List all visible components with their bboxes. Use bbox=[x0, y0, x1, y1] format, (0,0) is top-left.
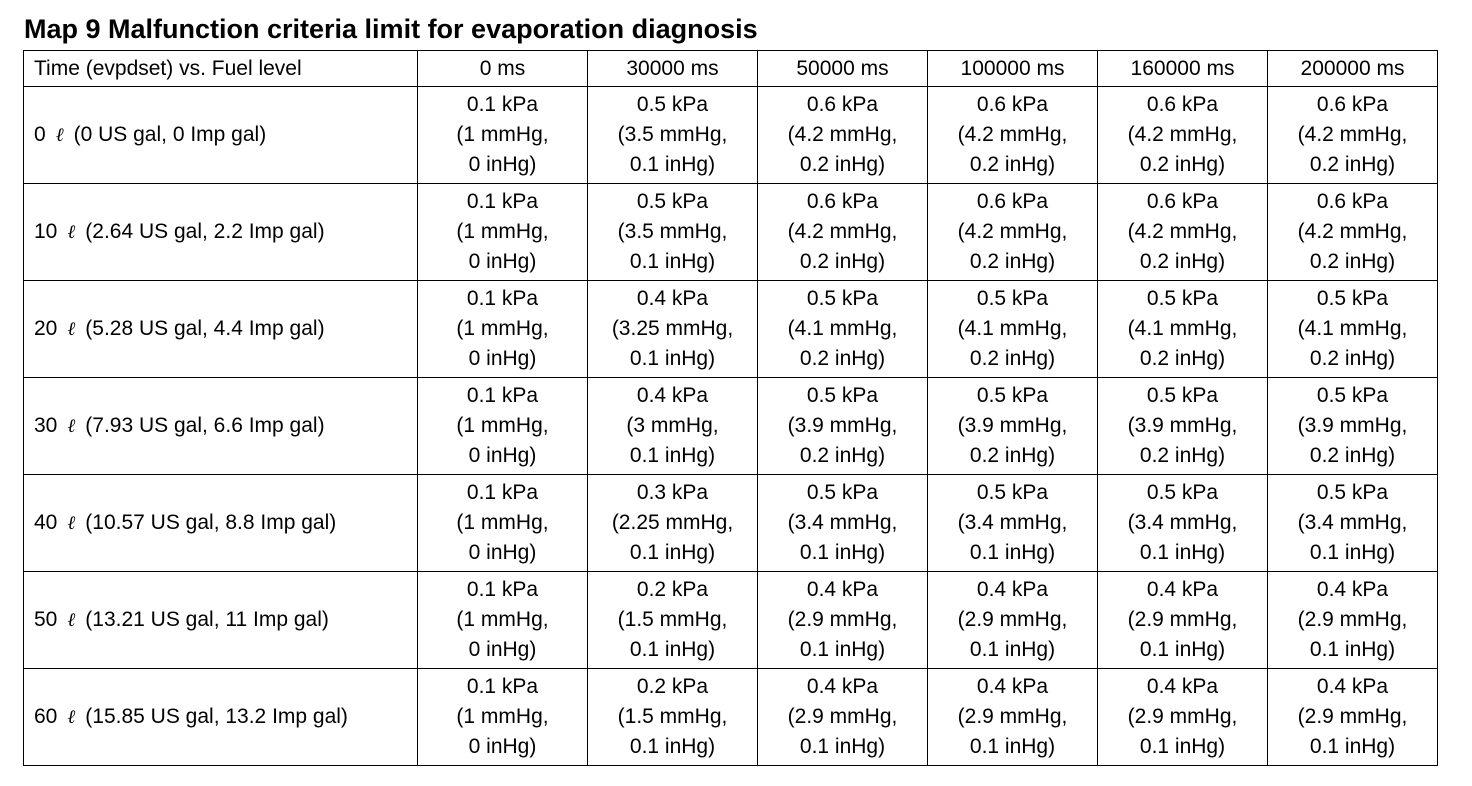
pressure-mmhg: (4.2 mmHg, bbox=[1297, 220, 1408, 243]
pressure-kpa: 0.2 kPa bbox=[636, 675, 709, 698]
pressure-inhg: 0.2 inHg) bbox=[1139, 347, 1226, 370]
pressure-inhg: 0.1 inHg) bbox=[1139, 541, 1226, 564]
pressure-inhg: 0.1 inHg) bbox=[799, 541, 886, 564]
pressure-limit-cell bbox=[588, 475, 758, 572]
pressure-mmhg: (3.9 mmHg, bbox=[957, 414, 1068, 437]
pressure-inhg: 0.2 inHg) bbox=[969, 250, 1056, 273]
pressure-limit-cell bbox=[1268, 475, 1438, 572]
pressure-limit-cell bbox=[758, 87, 928, 184]
liter-unit-symbol: ℓ bbox=[67, 512, 76, 534]
pressure-inhg: 0 inHg) bbox=[468, 347, 537, 370]
table-row bbox=[24, 184, 1438, 281]
pressure-kpa: 0.1 kPa bbox=[466, 675, 539, 698]
pressure-kpa: 0.4 kPa bbox=[1146, 675, 1219, 698]
pressure-inhg: 0.1 inHg) bbox=[629, 541, 716, 564]
table-row bbox=[24, 475, 1438, 572]
pressure-mmhg: (3.4 mmHg, bbox=[1127, 511, 1238, 534]
pressure-inhg: 0.1 inHg) bbox=[629, 153, 716, 176]
pressure-kpa: 0.6 kPa bbox=[1146, 93, 1219, 116]
pressure-limit-cell bbox=[928, 475, 1098, 572]
pressure-inhg: 0.1 inHg) bbox=[969, 541, 1056, 564]
pressure-limit-cell bbox=[928, 669, 1098, 766]
pressure-kpa: 0.6 kPa bbox=[976, 190, 1049, 213]
table-body bbox=[24, 51, 1438, 766]
pressure-kpa: 0.4 kPa bbox=[976, 675, 1049, 698]
fuel-level-cell bbox=[24, 378, 418, 475]
pressure-inhg: 0.1 inHg) bbox=[1309, 638, 1396, 661]
pressure-kpa: 0.4 kPa bbox=[636, 287, 709, 310]
pressure-mmhg: (4.1 mmHg, bbox=[957, 317, 1068, 340]
pressure-limit-cell bbox=[588, 281, 758, 378]
pressure-kpa: 0.5 kPa bbox=[1316, 287, 1389, 310]
table-row bbox=[24, 87, 1438, 184]
pressure-kpa: 0.5 kPa bbox=[1146, 384, 1219, 407]
pressure-inhg: 0.2 inHg) bbox=[799, 250, 886, 273]
liter-unit-symbol: ℓ bbox=[67, 415, 76, 437]
pressure-kpa: 0.2 kPa bbox=[636, 578, 709, 601]
pressure-mmhg: (3 mmHg, bbox=[626, 414, 719, 437]
pressure-limit-cell bbox=[1098, 475, 1268, 572]
pressure-limit-cell bbox=[1098, 87, 1268, 184]
pressure-kpa: 0.6 kPa bbox=[1146, 190, 1219, 213]
pressure-inhg: 0.1 inHg) bbox=[1139, 735, 1226, 758]
fuel-level-cell bbox=[24, 669, 418, 766]
pressure-limit-cell bbox=[418, 281, 588, 378]
pressure-kpa: 0.6 kPa bbox=[1316, 93, 1389, 116]
pressure-limit-cell bbox=[1098, 669, 1268, 766]
pressure-limit-cell bbox=[418, 572, 588, 669]
pressure-inhg: 0.1 inHg) bbox=[1139, 638, 1226, 661]
pressure-inhg: 0.2 inHg) bbox=[1309, 250, 1396, 273]
pressure-inhg: 0.1 inHg) bbox=[629, 347, 716, 370]
pressure-mmhg: (2.9 mmHg, bbox=[1127, 608, 1238, 631]
pressure-kpa: 0.1 kPa bbox=[466, 287, 539, 310]
pressure-inhg: 0.2 inHg) bbox=[969, 153, 1056, 176]
pressure-mmhg: (1.5 mmHg, bbox=[617, 608, 728, 631]
fuel-level-value: 10 bbox=[34, 220, 58, 243]
pressure-limit-cell bbox=[928, 281, 1098, 378]
pressure-limit-cell bbox=[758, 475, 928, 572]
fuel-level-cell bbox=[24, 572, 418, 669]
liter-unit-symbol: ℓ bbox=[67, 221, 76, 243]
pressure-inhg: 0.2 inHg) bbox=[1139, 153, 1226, 176]
fuel-level-detail: (10.57 US gal, 8.8 Imp gal) bbox=[85, 511, 337, 534]
pressure-kpa: 0.6 kPa bbox=[806, 93, 879, 116]
pressure-mmhg: (1.5 mmHg, bbox=[617, 705, 728, 728]
pressure-kpa: 0.4 kPa bbox=[1316, 578, 1389, 601]
pressure-limit-cell bbox=[1268, 669, 1438, 766]
pressure-mmhg: (2.9 mmHg, bbox=[787, 705, 898, 728]
pressure-mmhg: (3.9 mmHg, bbox=[1127, 414, 1238, 437]
pressure-limit-cell bbox=[928, 87, 1098, 184]
pressure-limit-cell bbox=[758, 184, 928, 281]
pressure-mmhg: (4.2 mmHg, bbox=[1127, 220, 1238, 243]
pressure-kpa: 0.1 kPa bbox=[466, 384, 539, 407]
pressure-mmhg: (4.1 mmHg, bbox=[787, 317, 898, 340]
pressure-limit-cell bbox=[1098, 572, 1268, 669]
pressure-mmhg: (3.4 mmHg, bbox=[957, 511, 1068, 534]
pressure-inhg: 0.1 inHg) bbox=[1309, 541, 1396, 564]
pressure-mmhg: (2.9 mmHg, bbox=[957, 705, 1068, 728]
fuel-level-cell bbox=[24, 184, 418, 281]
fuel-level-value: 60 bbox=[34, 705, 58, 728]
fuel-level-value: 30 bbox=[34, 414, 58, 437]
fuel-level-value: 50 bbox=[34, 608, 58, 631]
pressure-kpa: 0.5 kPa bbox=[976, 287, 1049, 310]
pressure-inhg: 0.2 inHg) bbox=[799, 153, 886, 176]
column-header-cell: 100000 ms bbox=[928, 51, 1098, 87]
pressure-inhg: 0 inHg) bbox=[468, 153, 537, 176]
table-row bbox=[24, 281, 1438, 378]
pressure-limit-cell bbox=[588, 572, 758, 669]
pressure-mmhg: (3.4 mmHg, bbox=[1297, 511, 1408, 534]
fuel-level-detail: (13.21 US gal, 11 Imp gal) bbox=[85, 608, 329, 631]
pressure-mmhg: (1 mmHg, bbox=[456, 123, 549, 146]
fuel-level-detail: (0 US gal, 0 Imp gal) bbox=[73, 123, 267, 146]
pressure-inhg: 0.2 inHg) bbox=[1309, 153, 1396, 176]
pressure-kpa: 0.5 kPa bbox=[1316, 384, 1389, 407]
pressure-limit-cell bbox=[588, 184, 758, 281]
pressure-inhg: 0 inHg) bbox=[468, 735, 537, 758]
pressure-limit-cell bbox=[758, 378, 928, 475]
fuel-level-cell bbox=[24, 475, 418, 572]
pressure-mmhg: (3.5 mmHg, bbox=[617, 123, 728, 146]
table-row bbox=[24, 669, 1438, 766]
pressure-inhg: 0.1 inHg) bbox=[1309, 735, 1396, 758]
fuel-level-value: 40 bbox=[34, 511, 58, 534]
pressure-inhg: 0.2 inHg) bbox=[969, 347, 1056, 370]
pressure-inhg: 0.2 inHg) bbox=[799, 347, 886, 370]
pressure-mmhg: (4.2 mmHg, bbox=[1297, 123, 1408, 146]
pressure-limit-cell bbox=[418, 184, 588, 281]
pressure-kpa: 0.5 kPa bbox=[976, 481, 1049, 504]
pressure-kpa: 0.6 kPa bbox=[976, 93, 1049, 116]
table-row bbox=[24, 378, 1438, 475]
liter-unit-symbol: ℓ bbox=[67, 318, 76, 340]
pressure-inhg: 0.2 inHg) bbox=[1139, 444, 1226, 467]
pressure-kpa: 0.3 kPa bbox=[636, 481, 709, 504]
pressure-limit-cell bbox=[928, 184, 1098, 281]
fuel-level-detail: (7.93 US gal, 6.6 Imp gal) bbox=[85, 414, 325, 437]
pressure-mmhg: (4.1 mmHg, bbox=[1127, 317, 1238, 340]
pressure-mmhg: (4.2 mmHg, bbox=[787, 220, 898, 243]
pressure-mmhg: (1 mmHg, bbox=[456, 511, 549, 534]
page-title: Map 9 Malfunction criteria limit for evaporation diagnosis bbox=[24, 14, 758, 44]
pressure-limit-cell bbox=[1268, 281, 1438, 378]
pressure-mmhg: (2.9 mmHg, bbox=[1297, 705, 1408, 728]
header-row bbox=[24, 51, 1438, 87]
column-header-cell: 200000 ms bbox=[1268, 51, 1438, 87]
pressure-mmhg: (4.2 mmHg, bbox=[787, 123, 898, 146]
column-header-cell: 50000 ms bbox=[758, 51, 928, 87]
pressure-inhg: 0.1 inHg) bbox=[629, 250, 716, 273]
pressure-mmhg: (3.4 mmHg, bbox=[787, 511, 898, 534]
pressure-inhg: 0.2 inHg) bbox=[1309, 347, 1396, 370]
pressure-kpa: 0.5 kPa bbox=[806, 384, 879, 407]
fuel-level-detail: (2.64 US gal, 2.2 Imp gal) bbox=[85, 220, 325, 243]
pressure-inhg: 0.2 inHg) bbox=[799, 444, 886, 467]
pressure-inhg: 0.1 inHg) bbox=[629, 735, 716, 758]
pressure-limit-cell bbox=[418, 669, 588, 766]
pressure-inhg: 0.2 inHg) bbox=[1309, 444, 1396, 467]
pressure-mmhg: (3.25 mmHg, bbox=[611, 317, 734, 340]
pressure-kpa: 0.4 kPa bbox=[976, 578, 1049, 601]
pressure-inhg: 0.1 inHg) bbox=[799, 735, 886, 758]
pressure-inhg: 0.2 inHg) bbox=[969, 444, 1056, 467]
pressure-mmhg: (4.2 mmHg, bbox=[957, 123, 1068, 146]
pressure-mmhg: (2.9 mmHg, bbox=[957, 608, 1068, 631]
pressure-kpa: 0.6 kPa bbox=[806, 190, 879, 213]
pressure-inhg: 0.2 inHg) bbox=[1139, 250, 1226, 273]
fuel-level-cell bbox=[24, 281, 418, 378]
pressure-kpa: 0.5 kPa bbox=[806, 287, 879, 310]
pressure-mmhg: (1 mmHg, bbox=[456, 414, 549, 437]
pressure-inhg: 0.1 inHg) bbox=[969, 735, 1056, 758]
pressure-mmhg: (1 mmHg, bbox=[456, 317, 549, 340]
column-header-cell: 160000 ms bbox=[1098, 51, 1268, 87]
pressure-limit-cell bbox=[418, 378, 588, 475]
fuel-level-cell bbox=[24, 87, 418, 184]
pressure-limit-cell bbox=[758, 281, 928, 378]
table-row bbox=[24, 572, 1438, 669]
pressure-kpa: 0.5 kPa bbox=[976, 384, 1049, 407]
pressure-kpa: 0.1 kPa bbox=[466, 93, 539, 116]
pressure-limit-cell bbox=[1268, 184, 1438, 281]
liter-unit-symbol: ℓ bbox=[55, 124, 64, 146]
pressure-inhg: 0 inHg) bbox=[468, 250, 537, 273]
pressure-mmhg: (2.9 mmHg, bbox=[787, 608, 898, 631]
pressure-inhg: 0.1 inHg) bbox=[629, 638, 716, 661]
pressure-limit-cell bbox=[1098, 281, 1268, 378]
pressure-mmhg: (3.9 mmHg, bbox=[1297, 414, 1408, 437]
fuel-level-detail: (5.28 US gal, 4.4 Imp gal) bbox=[85, 317, 325, 340]
pressure-mmhg: (4.2 mmHg, bbox=[1127, 123, 1238, 146]
pressure-mmhg: (2.9 mmHg, bbox=[1127, 705, 1238, 728]
fuel-level-value: 20 bbox=[34, 317, 58, 340]
malfunction-criteria-table bbox=[23, 50, 1438, 766]
pressure-limit-cell bbox=[1268, 378, 1438, 475]
pressure-kpa: 0.4 kPa bbox=[1316, 675, 1389, 698]
pressure-kpa: 0.5 kPa bbox=[1146, 287, 1219, 310]
pressure-mmhg: (3.5 mmHg, bbox=[617, 220, 728, 243]
pressure-kpa: 0.4 kPa bbox=[806, 675, 879, 698]
pressure-limit-cell bbox=[588, 87, 758, 184]
pressure-mmhg: (2.25 mmHg, bbox=[611, 511, 734, 534]
pressure-kpa: 0.1 kPa bbox=[466, 190, 539, 213]
pressure-limit-cell bbox=[928, 572, 1098, 669]
pressure-kpa: 0.1 kPa bbox=[466, 578, 539, 601]
pressure-limit-cell bbox=[758, 572, 928, 669]
pressure-limit-cell bbox=[588, 378, 758, 475]
pressure-limit-cell bbox=[1098, 184, 1268, 281]
fuel-level-value: 0 bbox=[34, 123, 46, 146]
liter-unit-symbol: ℓ bbox=[67, 609, 76, 631]
column-header-cell: 30000 ms bbox=[588, 51, 758, 87]
pressure-mmhg: (4.2 mmHg, bbox=[957, 220, 1068, 243]
pressure-kpa: 0.5 kPa bbox=[1316, 481, 1389, 504]
pressure-mmhg: (3.9 mmHg, bbox=[787, 414, 898, 437]
pressure-limit-cell bbox=[758, 669, 928, 766]
pressure-inhg: 0 inHg) bbox=[468, 444, 537, 467]
pressure-inhg: 0.1 inHg) bbox=[969, 638, 1056, 661]
pressure-mmhg: (2.9 mmHg, bbox=[1297, 608, 1408, 631]
pressure-limit-cell bbox=[588, 669, 758, 766]
pressure-mmhg: (1 mmHg, bbox=[456, 705, 549, 728]
pressure-kpa: 0.4 kPa bbox=[1146, 578, 1219, 601]
pressure-limit-cell bbox=[928, 378, 1098, 475]
corner-header-cell: Time (evpdset) vs. Fuel level bbox=[24, 51, 418, 87]
pressure-kpa: 0.5 kPa bbox=[636, 190, 709, 213]
pressure-limit-cell bbox=[1098, 378, 1268, 475]
pressure-limit-cell bbox=[1268, 87, 1438, 184]
pressure-inhg: 0.1 inHg) bbox=[799, 638, 886, 661]
fuel-level-detail: (15.85 US gal, 13.2 Imp gal) bbox=[85, 705, 348, 728]
pressure-mmhg: (4.1 mmHg, bbox=[1297, 317, 1408, 340]
pressure-mmhg: (1 mmHg, bbox=[456, 608, 549, 631]
pressure-limit-cell bbox=[418, 475, 588, 572]
liter-unit-symbol: ℓ bbox=[67, 706, 76, 728]
pressure-inhg: 0 inHg) bbox=[468, 541, 537, 564]
pressure-inhg: 0 inHg) bbox=[468, 638, 537, 661]
pressure-mmhg: (1 mmHg, bbox=[456, 220, 549, 243]
pressure-kpa: 0.4 kPa bbox=[636, 384, 709, 407]
pressure-limit-cell bbox=[418, 87, 588, 184]
pressure-kpa: 0.5 kPa bbox=[1146, 481, 1219, 504]
pressure-limit-cell bbox=[1268, 572, 1438, 669]
column-header-cell: 0 ms bbox=[418, 51, 588, 87]
pressure-inhg: 0.1 inHg) bbox=[629, 444, 716, 467]
pressure-kpa: 0.6 kPa bbox=[1316, 190, 1389, 213]
pressure-kpa: 0.1 kPa bbox=[466, 481, 539, 504]
pressure-kpa: 0.4 kPa bbox=[806, 578, 879, 601]
pressure-kpa: 0.5 kPa bbox=[806, 481, 879, 504]
pressure-kpa: 0.5 kPa bbox=[636, 93, 709, 116]
